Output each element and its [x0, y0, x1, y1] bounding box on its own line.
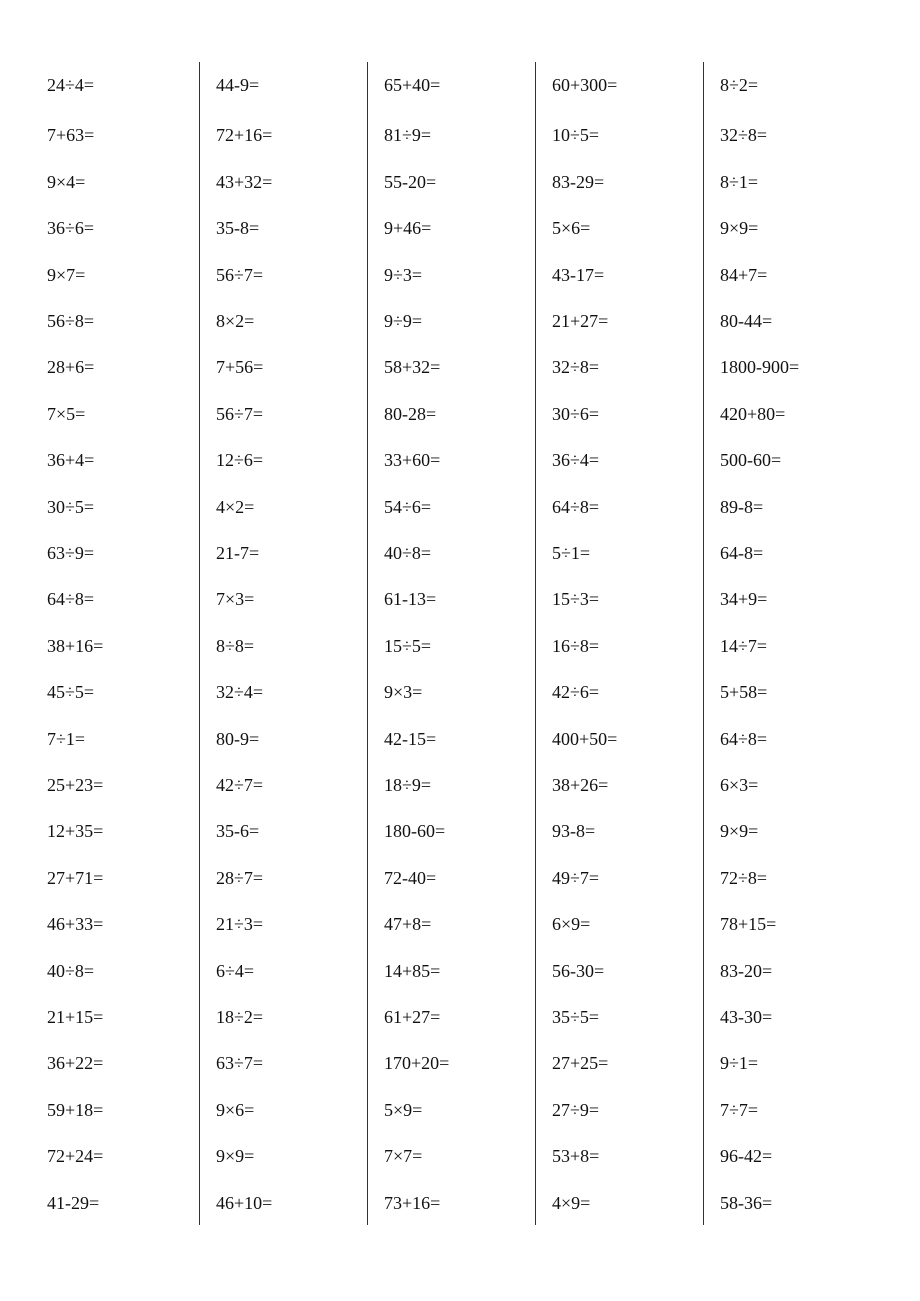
- arithmetic-problem: 36÷6=: [47, 218, 95, 238]
- arithmetic-problem: 56÷7=: [216, 265, 264, 285]
- arithmetic-problem: 500-60=: [720, 450, 782, 470]
- arithmetic-problem: 89-8=: [720, 497, 764, 517]
- arithmetic-problem: 40÷8=: [47, 961, 95, 981]
- arithmetic-problem: 15÷5=: [384, 636, 432, 656]
- arithmetic-problem: 6×3=: [720, 775, 759, 795]
- arithmetic-problem: 63÷7=: [216, 1053, 264, 1073]
- arithmetic-problem: 42÷6=: [552, 682, 600, 702]
- arithmetic-problem: 65+40=: [384, 75, 441, 95]
- arithmetic-problem: 36÷4=: [552, 450, 600, 470]
- problem-column-1: [31, 62, 199, 1225]
- arithmetic-problem: 44-9=: [216, 75, 260, 95]
- arithmetic-problem: 5÷1=: [552, 543, 591, 563]
- arithmetic-problem: 32÷8=: [552, 357, 600, 377]
- arithmetic-problem: 15÷3=: [552, 589, 600, 609]
- arithmetic-problem: 8÷2=: [720, 75, 759, 95]
- arithmetic-problem: 43-17=: [552, 265, 605, 285]
- arithmetic-problem: 96-42=: [720, 1146, 773, 1166]
- arithmetic-problem: 1800-900=: [720, 357, 800, 377]
- arithmetic-problem: 7×5=: [47, 404, 86, 424]
- arithmetic-problem: 7+63=: [47, 125, 95, 145]
- arithmetic-problem: 18÷2=: [216, 1007, 264, 1027]
- arithmetic-problem: 80-9=: [216, 729, 260, 749]
- arithmetic-problem: 64-8=: [720, 543, 764, 563]
- arithmetic-problem: 9×9=: [720, 218, 759, 238]
- arithmetic-problem: 35-8=: [216, 218, 260, 238]
- arithmetic-problem: 5+58=: [720, 682, 768, 702]
- arithmetic-problem: 93-8=: [552, 821, 596, 841]
- arithmetic-problem: 60+300=: [552, 75, 618, 95]
- arithmetic-problem: 80-28=: [384, 404, 437, 424]
- arithmetic-problem: 84+7=: [720, 265, 768, 285]
- arithmetic-problem: 59+18=: [47, 1100, 104, 1120]
- arithmetic-problem: 27+71=: [47, 868, 104, 888]
- arithmetic-problem: 27÷9=: [552, 1100, 600, 1120]
- arithmetic-problem: 64÷8=: [47, 589, 95, 609]
- arithmetic-problem: 63÷9=: [47, 543, 95, 563]
- arithmetic-problem: 43+32=: [216, 172, 273, 192]
- arithmetic-problem: 9÷1=: [720, 1053, 759, 1073]
- arithmetic-problem: 58+32=: [384, 357, 441, 377]
- arithmetic-problem: 9×3=: [384, 682, 423, 702]
- arithmetic-problem: 9+46=: [384, 218, 432, 238]
- arithmetic-problem: 28÷7=: [216, 868, 264, 888]
- arithmetic-problem: 9×4=: [47, 172, 86, 192]
- arithmetic-problem: 56÷7=: [216, 404, 264, 424]
- arithmetic-problem: 27+25=: [552, 1053, 609, 1073]
- arithmetic-problem: 46+10=: [216, 1193, 273, 1213]
- arithmetic-problem: 55-20=: [384, 172, 437, 192]
- arithmetic-problem: 80-44=: [720, 311, 773, 331]
- arithmetic-problem: 34+9=: [720, 589, 768, 609]
- arithmetic-problem: 38+16=: [47, 636, 104, 656]
- arithmetic-problem: 24÷4=: [47, 75, 95, 95]
- arithmetic-problem: 72÷8=: [720, 868, 768, 888]
- arithmetic-problem: 41-29=: [47, 1193, 100, 1213]
- problem-column-3: [367, 62, 536, 1225]
- arithmetic-problem: 16÷8=: [552, 636, 600, 656]
- arithmetic-problem: 35-6=: [216, 821, 260, 841]
- arithmetic-problem: 64÷8=: [720, 729, 768, 749]
- arithmetic-problem: 6÷4=: [216, 961, 255, 981]
- arithmetic-problem: 40÷8=: [384, 543, 432, 563]
- arithmetic-problem: 9×6=: [216, 1100, 255, 1120]
- arithmetic-problem: 9×7=: [47, 265, 86, 285]
- arithmetic-problem: 61-13=: [384, 589, 437, 609]
- arithmetic-problem: 49÷7=: [552, 868, 600, 888]
- problem-column-4: [535, 62, 704, 1225]
- arithmetic-problem: 12÷6=: [216, 450, 264, 470]
- arithmetic-problem: 170+20=: [384, 1053, 450, 1073]
- arithmetic-problem: 72-40=: [384, 868, 437, 888]
- arithmetic-problem: 21-7=: [216, 543, 260, 563]
- arithmetic-problem: 21+15=: [47, 1007, 104, 1027]
- arithmetic-problem: 53+8=: [552, 1146, 600, 1166]
- arithmetic-problem: 5×6=: [552, 218, 591, 238]
- arithmetic-problem: 21÷3=: [216, 914, 264, 934]
- arithmetic-problem: 8×2=: [216, 311, 255, 331]
- arithmetic-problem: 7×3=: [216, 589, 255, 609]
- arithmetic-problem: 64÷8=: [552, 497, 600, 517]
- arithmetic-problem: 4×2=: [216, 497, 255, 517]
- worksheet: [31, 62, 871, 1225]
- arithmetic-problem: 12+35=: [47, 821, 104, 841]
- arithmetic-problem: 56-30=: [552, 961, 605, 981]
- arithmetic-problem: 9×9=: [216, 1146, 255, 1166]
- arithmetic-problem: 32÷4=: [216, 682, 264, 702]
- arithmetic-problem: 4×9=: [552, 1193, 591, 1213]
- arithmetic-problem: 400+50=: [552, 729, 618, 749]
- arithmetic-problem: 43-30=: [720, 1007, 773, 1027]
- arithmetic-problem: 7+56=: [216, 357, 264, 377]
- arithmetic-problem: 36+22=: [47, 1053, 104, 1073]
- arithmetic-problem: 18÷9=: [384, 775, 432, 795]
- arithmetic-problem: 42÷7=: [216, 775, 264, 795]
- arithmetic-problem: 8÷8=: [216, 636, 255, 656]
- arithmetic-problem: 73+16=: [384, 1193, 441, 1213]
- arithmetic-problem: 21+27=: [552, 311, 609, 331]
- arithmetic-problem: 14÷7=: [720, 636, 768, 656]
- arithmetic-problem: 30÷6=: [552, 404, 600, 424]
- arithmetic-problem: 61+27=: [384, 1007, 441, 1027]
- arithmetic-problem: 8÷1=: [720, 172, 759, 192]
- arithmetic-problem: 14+85=: [384, 961, 441, 981]
- arithmetic-problem: 9÷9=: [384, 311, 423, 331]
- arithmetic-problem: 7×7=: [384, 1146, 423, 1166]
- arithmetic-problem: 25+23=: [47, 775, 104, 795]
- arithmetic-problem: 81÷9=: [384, 125, 432, 145]
- arithmetic-problem: 72+16=: [216, 125, 273, 145]
- arithmetic-problem: 30÷5=: [47, 497, 95, 517]
- arithmetic-problem: 72+24=: [47, 1146, 104, 1166]
- arithmetic-problem: 180-60=: [384, 821, 446, 841]
- arithmetic-problem: 7÷7=: [720, 1100, 759, 1120]
- arithmetic-problem: 35÷5=: [552, 1007, 600, 1027]
- arithmetic-problem: 9×9=: [720, 821, 759, 841]
- arithmetic-problem: 33+60=: [384, 450, 441, 470]
- arithmetic-problem: 32÷8=: [720, 125, 768, 145]
- problem-column-5: [703, 62, 872, 1225]
- arithmetic-problem: 54÷6=: [384, 497, 432, 517]
- arithmetic-problem: 83-20=: [720, 961, 773, 981]
- arithmetic-problem: 42-15=: [384, 729, 437, 749]
- arithmetic-problem: 58-36=: [720, 1193, 773, 1213]
- arithmetic-problem: 5×9=: [384, 1100, 423, 1120]
- arithmetic-problem: 46+33=: [47, 914, 104, 934]
- problem-column-2: [199, 62, 368, 1225]
- arithmetic-problem: 47+8=: [384, 914, 432, 934]
- arithmetic-problem: 36+4=: [47, 450, 95, 470]
- arithmetic-problem: 78+15=: [720, 914, 777, 934]
- arithmetic-problem: 6×9=: [552, 914, 591, 934]
- arithmetic-problem: 56÷8=: [47, 311, 95, 331]
- arithmetic-problem: 83-29=: [552, 172, 605, 192]
- arithmetic-problem: 9÷3=: [384, 265, 423, 285]
- arithmetic-problem: 28+6=: [47, 357, 95, 377]
- arithmetic-problem: 45÷5=: [47, 682, 95, 702]
- arithmetic-problem: 10÷5=: [552, 125, 600, 145]
- arithmetic-problem: 38+26=: [552, 775, 609, 795]
- arithmetic-problem: 7÷1=: [47, 729, 86, 749]
- arithmetic-problem: 420+80=: [720, 404, 786, 424]
